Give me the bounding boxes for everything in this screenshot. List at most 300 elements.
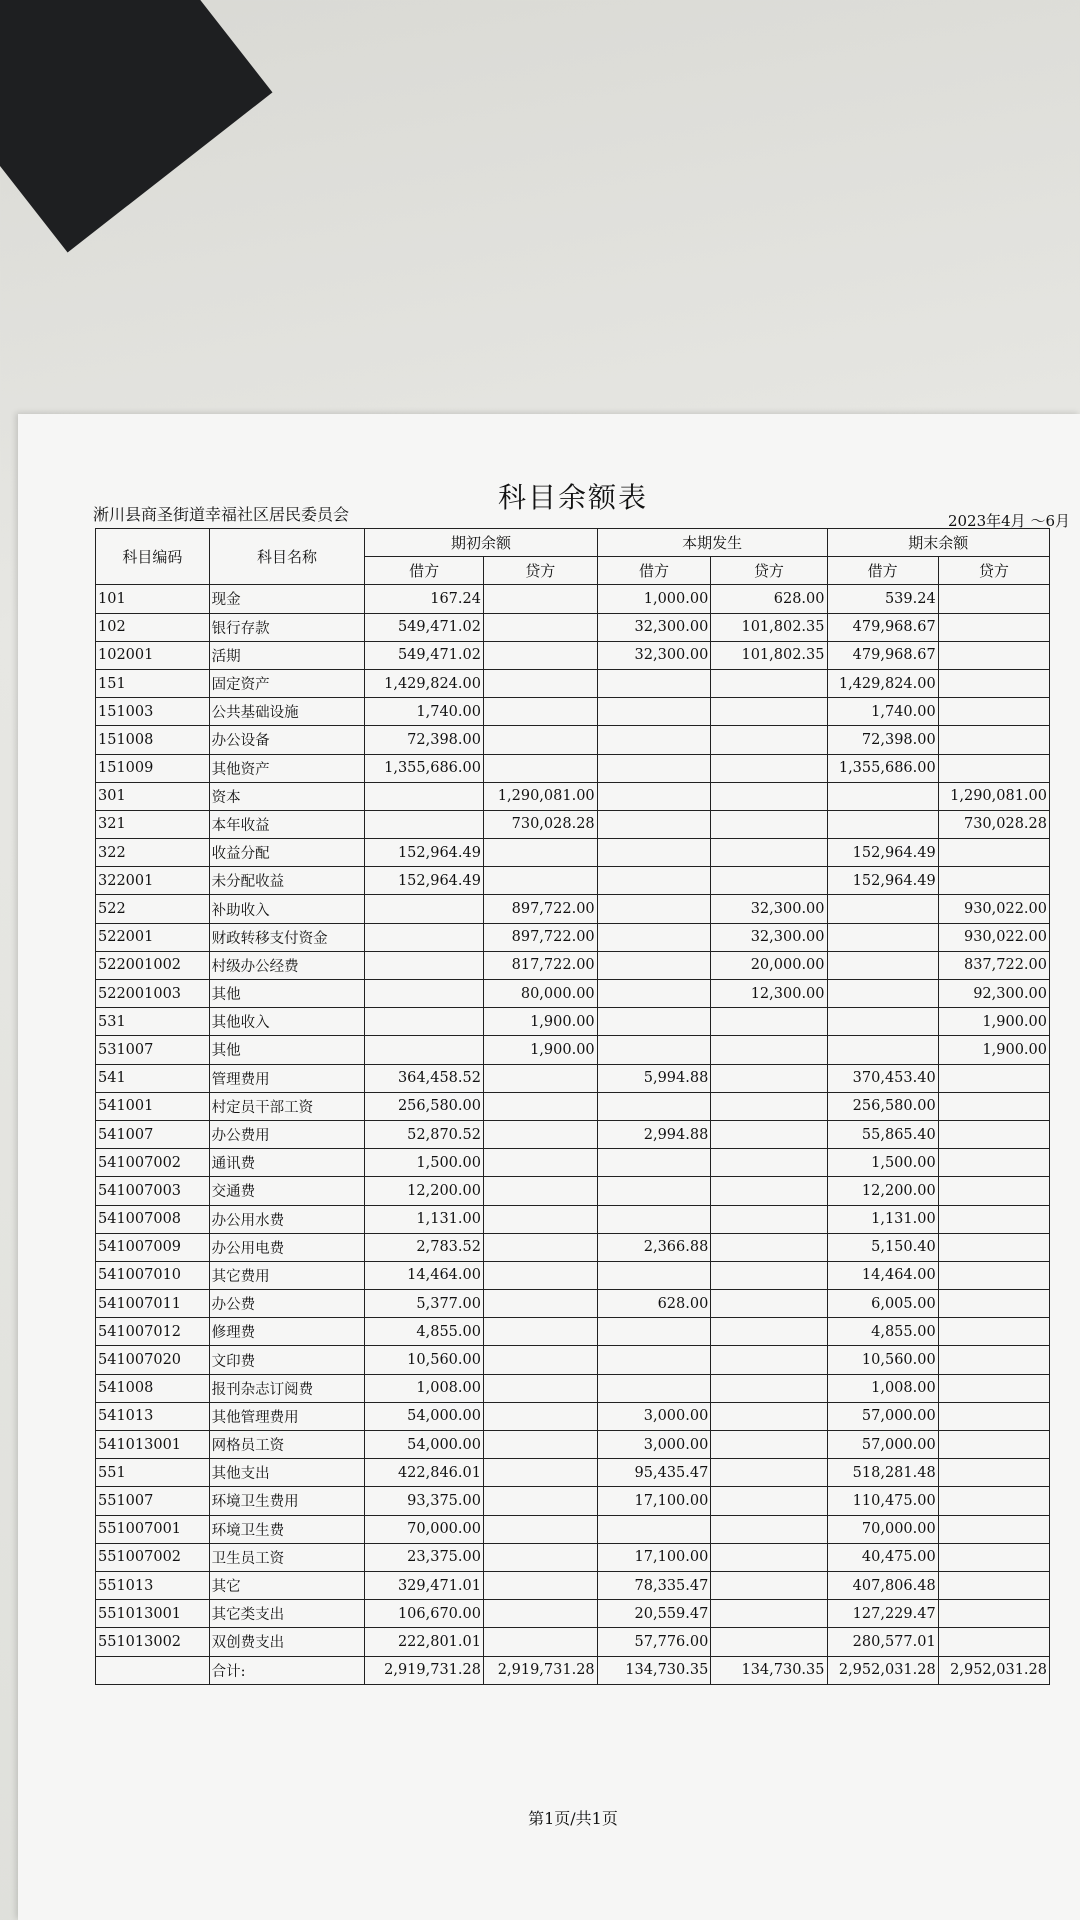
table-row bbox=[96, 923, 1050, 951]
account-code: 541007020 bbox=[96, 1346, 210, 1374]
opening-debit: 152,964.49 bbox=[365, 839, 484, 867]
closing-credit bbox=[938, 669, 1049, 697]
opening-credit bbox=[483, 1628, 597, 1656]
account-code: 301 bbox=[96, 782, 210, 810]
opening-credit: 80,000.00 bbox=[483, 980, 597, 1008]
total-code-cell bbox=[96, 1656, 210, 1684]
current-credit bbox=[711, 867, 827, 895]
account-code: 101 bbox=[96, 585, 210, 613]
opening-credit bbox=[483, 698, 597, 726]
total-row bbox=[96, 1656, 1050, 1684]
total-opening-credit: 2,919,731.28 bbox=[483, 1656, 597, 1684]
account-code: 522001002 bbox=[96, 951, 210, 979]
account-name: 网格员工资 bbox=[209, 1431, 365, 1459]
opening-credit bbox=[483, 1120, 597, 1148]
account-code: 531007 bbox=[96, 1036, 210, 1064]
closing-credit bbox=[938, 1459, 1049, 1487]
current-credit bbox=[711, 1064, 827, 1092]
account-name: 固定资产 bbox=[209, 669, 365, 697]
opening-debit: 222,801.01 bbox=[365, 1628, 484, 1656]
current-credit bbox=[711, 1628, 827, 1656]
closing-credit bbox=[938, 754, 1049, 782]
opening-debit: 1,355,686.00 bbox=[365, 754, 484, 782]
current-debit bbox=[597, 895, 711, 923]
opening-debit: 1,500.00 bbox=[365, 1149, 484, 1177]
table-row bbox=[96, 1374, 1050, 1402]
closing-debit: 12,200.00 bbox=[827, 1177, 938, 1205]
closing-debit: 6,005.00 bbox=[827, 1290, 938, 1318]
closing-credit bbox=[938, 1374, 1049, 1402]
opening-credit bbox=[483, 754, 597, 782]
closing-credit bbox=[938, 867, 1049, 895]
document-title: 科目余额表 bbox=[497, 481, 648, 514]
current-credit bbox=[711, 1571, 827, 1599]
current-debit: 2,366.88 bbox=[597, 1233, 711, 1261]
opening-debit: 93,375.00 bbox=[365, 1487, 484, 1515]
current-debit: 78,335.47 bbox=[597, 1571, 711, 1599]
current-debit: 32,300.00 bbox=[597, 641, 711, 669]
opening-debit: 329,471.01 bbox=[365, 1571, 484, 1599]
table-row bbox=[96, 1205, 1050, 1233]
closing-credit bbox=[938, 1261, 1049, 1289]
current-debit: 20,559.47 bbox=[597, 1600, 711, 1628]
closing-debit: 479,968.67 bbox=[827, 613, 938, 641]
current-debit bbox=[597, 867, 711, 895]
current-credit bbox=[711, 839, 827, 867]
closing-credit bbox=[938, 1120, 1049, 1148]
closing-debit: 57,000.00 bbox=[827, 1402, 938, 1430]
closing-debit bbox=[827, 1036, 938, 1064]
header-row-1 bbox=[96, 529, 1050, 557]
opening-debit: 72,398.00 bbox=[365, 726, 484, 754]
current-debit: 17,100.00 bbox=[597, 1487, 711, 1515]
closing-debit: 127,229.47 bbox=[827, 1600, 938, 1628]
header-opening-credit: 贷方 bbox=[483, 557, 597, 585]
opening-credit bbox=[483, 1064, 597, 1092]
closing-credit: 930,022.00 bbox=[938, 895, 1049, 923]
current-credit bbox=[711, 1120, 827, 1148]
table-row bbox=[96, 1459, 1050, 1487]
opening-debit: 549,471.02 bbox=[365, 641, 484, 669]
current-debit bbox=[597, 1346, 711, 1374]
closing-debit bbox=[827, 980, 938, 1008]
table-row bbox=[96, 1600, 1050, 1628]
opening-credit: 1,900.00 bbox=[483, 1036, 597, 1064]
account-name: 其他支出 bbox=[209, 1459, 365, 1487]
account-code: 541007008 bbox=[96, 1205, 210, 1233]
account-name: 收益分配 bbox=[209, 839, 365, 867]
current-debit bbox=[597, 923, 711, 951]
account-code: 321 bbox=[96, 810, 210, 838]
table-row bbox=[96, 1628, 1050, 1656]
opening-credit bbox=[483, 669, 597, 697]
table-row bbox=[96, 1008, 1050, 1036]
closing-credit bbox=[938, 1431, 1049, 1459]
total-opening-debit: 2,919,731.28 bbox=[365, 1656, 484, 1684]
account-name: 修理费 bbox=[209, 1318, 365, 1346]
account-name: 现金 bbox=[209, 585, 365, 613]
closing-credit: 930,022.00 bbox=[938, 923, 1049, 951]
closing-debit bbox=[827, 782, 938, 810]
current-credit bbox=[711, 1346, 827, 1374]
closing-credit bbox=[938, 1515, 1049, 1543]
account-code: 541007003 bbox=[96, 1177, 210, 1205]
opening-debit: 70,000.00 bbox=[365, 1515, 484, 1543]
opening-credit bbox=[483, 1571, 597, 1599]
opening-debit: 1,429,824.00 bbox=[365, 669, 484, 697]
closing-debit: 70,000.00 bbox=[827, 1515, 938, 1543]
account-name: 本年收益 bbox=[209, 810, 365, 838]
account-code: 541007002 bbox=[96, 1149, 210, 1177]
account-code: 551013001 bbox=[96, 1600, 210, 1628]
account-name: 环境卫生费用 bbox=[209, 1487, 365, 1515]
account-name: 活期 bbox=[209, 641, 365, 669]
table-row bbox=[96, 641, 1050, 669]
current-debit bbox=[597, 1318, 711, 1346]
table-row bbox=[96, 1431, 1050, 1459]
closing-credit bbox=[938, 585, 1049, 613]
opening-debit: 256,580.00 bbox=[365, 1092, 484, 1120]
opening-debit: 106,670.00 bbox=[365, 1600, 484, 1628]
closing-debit: 40,475.00 bbox=[827, 1543, 938, 1571]
closing-credit: 92,300.00 bbox=[938, 980, 1049, 1008]
opening-credit: 730,028.28 bbox=[483, 810, 597, 838]
account-code: 551007 bbox=[96, 1487, 210, 1515]
opening-credit bbox=[483, 613, 597, 641]
closing-credit bbox=[938, 1233, 1049, 1261]
table-row bbox=[96, 810, 1050, 838]
header-current: 本期发生 bbox=[597, 529, 827, 557]
account-name: 办公费用 bbox=[209, 1120, 365, 1148]
table-row bbox=[96, 980, 1050, 1008]
opening-debit: 10,560.00 bbox=[365, 1346, 484, 1374]
table-row bbox=[96, 613, 1050, 641]
closing-credit bbox=[938, 613, 1049, 641]
table-row bbox=[96, 726, 1050, 754]
account-name: 管理费用 bbox=[209, 1064, 365, 1092]
current-debit bbox=[597, 1261, 711, 1289]
page-number: 第1页/共1页 bbox=[528, 1809, 618, 1828]
closing-debit: 1,131.00 bbox=[827, 1205, 938, 1233]
table-row bbox=[96, 895, 1050, 923]
opening-credit bbox=[483, 839, 597, 867]
account-name: 村定员干部工资 bbox=[209, 1092, 365, 1120]
opening-credit bbox=[483, 1318, 597, 1346]
table-row bbox=[96, 1346, 1050, 1374]
table-row bbox=[96, 951, 1050, 979]
account-code: 551 bbox=[96, 1459, 210, 1487]
table-row bbox=[96, 1177, 1050, 1205]
current-debit bbox=[597, 810, 711, 838]
account-code: 102 bbox=[96, 613, 210, 641]
current-credit: 20,000.00 bbox=[711, 951, 827, 979]
total-closing-debit: 2,952,031.28 bbox=[827, 1656, 938, 1684]
current-debit bbox=[597, 1205, 711, 1233]
closing-credit bbox=[938, 839, 1049, 867]
closing-debit: 370,453.40 bbox=[827, 1064, 938, 1092]
account-name: 银行存款 bbox=[209, 613, 365, 641]
closing-debit: 152,964.49 bbox=[827, 839, 938, 867]
table-row bbox=[96, 585, 1050, 613]
current-credit: 101,802.35 bbox=[711, 641, 827, 669]
closing-debit: 110,475.00 bbox=[827, 1487, 938, 1515]
closing-debit: 518,281.48 bbox=[827, 1459, 938, 1487]
table-row bbox=[96, 1092, 1050, 1120]
current-debit: 2,994.88 bbox=[597, 1120, 711, 1148]
closing-credit bbox=[938, 1487, 1049, 1515]
account-code: 322001 bbox=[96, 867, 210, 895]
closing-debit: 407,806.48 bbox=[827, 1571, 938, 1599]
account-name: 办公费 bbox=[209, 1290, 365, 1318]
table-row bbox=[96, 1149, 1050, 1177]
opening-debit: 1,008.00 bbox=[365, 1374, 484, 1402]
account-code: 151 bbox=[96, 669, 210, 697]
account-name: 其它 bbox=[209, 1571, 365, 1599]
table-row bbox=[96, 1290, 1050, 1318]
current-debit: 57,776.00 bbox=[597, 1628, 711, 1656]
table-row bbox=[96, 669, 1050, 697]
opening-debit: 1,740.00 bbox=[365, 698, 484, 726]
table-row bbox=[96, 1515, 1050, 1543]
current-credit bbox=[711, 1261, 827, 1289]
closing-debit: 1,429,824.00 bbox=[827, 669, 938, 697]
current-credit: 101,802.35 bbox=[711, 613, 827, 641]
total-closing-credit: 2,952,031.28 bbox=[938, 1656, 1049, 1684]
current-credit bbox=[711, 1177, 827, 1205]
closing-credit: 730,028.28 bbox=[938, 810, 1049, 838]
closing-credit: 837,722.00 bbox=[938, 951, 1049, 979]
current-debit bbox=[597, 839, 711, 867]
table-row bbox=[96, 1261, 1050, 1289]
current-debit bbox=[597, 1177, 711, 1205]
current-credit bbox=[711, 669, 827, 697]
report-period: 2023年4月 ～6月 bbox=[947, 512, 1070, 530]
opening-debit: 4,855.00 bbox=[365, 1318, 484, 1346]
table-row bbox=[96, 1036, 1050, 1064]
opening-debit bbox=[365, 980, 484, 1008]
header-opening: 期初余额 bbox=[365, 529, 597, 557]
current-debit bbox=[597, 1515, 711, 1543]
account-name: 文印费 bbox=[209, 1346, 365, 1374]
closing-credit bbox=[938, 698, 1049, 726]
opening-credit: 1,900.00 bbox=[483, 1008, 597, 1036]
closing-debit bbox=[827, 895, 938, 923]
current-credit bbox=[711, 1515, 827, 1543]
closing-credit bbox=[938, 1628, 1049, 1656]
account-name: 其它费用 bbox=[209, 1261, 365, 1289]
header-closing-credit: 贷方 bbox=[938, 557, 1049, 585]
opening-credit bbox=[483, 1233, 597, 1261]
account-code: 541007010 bbox=[96, 1261, 210, 1289]
account-name: 环境卫生费 bbox=[209, 1515, 365, 1543]
current-debit bbox=[597, 726, 711, 754]
closing-credit bbox=[938, 1290, 1049, 1318]
opening-credit bbox=[483, 1543, 597, 1571]
table-row bbox=[96, 1402, 1050, 1430]
current-credit bbox=[711, 1600, 827, 1628]
table-row bbox=[96, 1543, 1050, 1571]
opening-debit bbox=[365, 923, 484, 951]
current-debit: 95,435.47 bbox=[597, 1459, 711, 1487]
opening-debit: 54,000.00 bbox=[365, 1431, 484, 1459]
closing-debit: 57,000.00 bbox=[827, 1431, 938, 1459]
current-credit bbox=[711, 1374, 827, 1402]
table-row bbox=[96, 1064, 1050, 1092]
closing-debit: 256,580.00 bbox=[827, 1092, 938, 1120]
table-row bbox=[96, 754, 1050, 782]
current-debit bbox=[597, 754, 711, 782]
account-code: 541013 bbox=[96, 1402, 210, 1430]
closing-debit: 5,150.40 bbox=[827, 1233, 938, 1261]
closing-debit: 14,464.00 bbox=[827, 1261, 938, 1289]
current-debit: 17,100.00 bbox=[597, 1543, 711, 1571]
current-credit: 32,300.00 bbox=[711, 895, 827, 923]
opening-debit bbox=[365, 951, 484, 979]
current-debit: 1,000.00 bbox=[597, 585, 711, 613]
account-name: 未分配收益 bbox=[209, 867, 365, 895]
account-name: 村级办公经费 bbox=[209, 951, 365, 979]
account-name: 办公设备 bbox=[209, 726, 365, 754]
header-closing-debit: 借方 bbox=[827, 557, 938, 585]
account-code: 522 bbox=[96, 895, 210, 923]
opening-debit: 1,131.00 bbox=[365, 1205, 484, 1233]
opening-debit: 52,870.52 bbox=[365, 1120, 484, 1148]
table-row bbox=[96, 867, 1050, 895]
closing-credit bbox=[938, 641, 1049, 669]
current-credit bbox=[711, 1205, 827, 1233]
closing-debit: 10,560.00 bbox=[827, 1346, 938, 1374]
table-row bbox=[96, 698, 1050, 726]
closing-credit bbox=[938, 1318, 1049, 1346]
account-name: 交通费 bbox=[209, 1177, 365, 1205]
organization-name: 淅川县商圣街道幸福社区居民委员会 bbox=[93, 505, 350, 524]
account-name: 其他管理费用 bbox=[209, 1402, 365, 1430]
account-code: 551007001 bbox=[96, 1515, 210, 1543]
closing-credit: 1,900.00 bbox=[938, 1036, 1049, 1064]
opening-credit bbox=[483, 1402, 597, 1430]
opening-credit bbox=[483, 726, 597, 754]
closing-credit bbox=[938, 1205, 1049, 1233]
closing-credit bbox=[938, 1092, 1049, 1120]
closing-credit: 1,900.00 bbox=[938, 1008, 1049, 1036]
opening-credit bbox=[483, 1092, 597, 1120]
table-row bbox=[96, 1233, 1050, 1261]
account-name: 财政转移支付资金 bbox=[209, 923, 365, 951]
account-code: 541008 bbox=[96, 1374, 210, 1402]
current-credit bbox=[711, 1431, 827, 1459]
opening-debit: 422,846.01 bbox=[365, 1459, 484, 1487]
account-code: 541013001 bbox=[96, 1431, 210, 1459]
opening-credit bbox=[483, 867, 597, 895]
opening-credit bbox=[483, 1205, 597, 1233]
current-debit bbox=[597, 669, 711, 697]
header-current-credit: 贷方 bbox=[711, 557, 827, 585]
account-balance-table bbox=[95, 528, 1050, 1685]
table-row bbox=[96, 782, 1050, 810]
closing-debit bbox=[827, 951, 938, 979]
current-credit bbox=[711, 810, 827, 838]
current-credit bbox=[711, 1459, 827, 1487]
opening-credit bbox=[483, 1177, 597, 1205]
total-current-credit: 134,730.35 bbox=[711, 1656, 827, 1684]
account-code: 541001 bbox=[96, 1092, 210, 1120]
current-debit bbox=[597, 951, 711, 979]
closing-debit: 1,355,686.00 bbox=[827, 754, 938, 782]
opening-credit bbox=[483, 1431, 597, 1459]
account-name: 办公用水费 bbox=[209, 1205, 365, 1233]
current-credit bbox=[711, 1543, 827, 1571]
account-name: 通讯费 bbox=[209, 1149, 365, 1177]
opening-debit bbox=[365, 1008, 484, 1036]
account-name: 其他 bbox=[209, 980, 365, 1008]
total-current-debit: 134,730.35 bbox=[597, 1656, 711, 1684]
account-code: 551013002 bbox=[96, 1628, 210, 1656]
account-code: 151008 bbox=[96, 726, 210, 754]
closing-debit: 4,855.00 bbox=[827, 1318, 938, 1346]
table-row bbox=[96, 1318, 1050, 1346]
opening-credit bbox=[483, 1290, 597, 1318]
current-debit: 5,994.88 bbox=[597, 1064, 711, 1092]
current-credit bbox=[711, 1487, 827, 1515]
account-code: 541 bbox=[96, 1064, 210, 1092]
closing-credit bbox=[938, 1149, 1049, 1177]
closing-credit bbox=[938, 1600, 1049, 1628]
current-debit bbox=[597, 1008, 711, 1036]
opening-credit bbox=[483, 1459, 597, 1487]
closing-credit bbox=[938, 1571, 1049, 1599]
account-code: 531 bbox=[96, 1008, 210, 1036]
account-name: 报刊杂志订阅费 bbox=[209, 1374, 365, 1402]
opening-credit bbox=[483, 641, 597, 669]
opening-debit: 364,458.52 bbox=[365, 1064, 484, 1092]
account-name: 其他 bbox=[209, 1036, 365, 1064]
closing-credit bbox=[938, 726, 1049, 754]
table-row bbox=[96, 1487, 1050, 1515]
closing-debit bbox=[827, 810, 938, 838]
opening-debit bbox=[365, 895, 484, 923]
current-debit bbox=[597, 1374, 711, 1402]
current-credit bbox=[711, 1036, 827, 1064]
closing-credit: 1,290,081.00 bbox=[938, 782, 1049, 810]
closing-credit bbox=[938, 1402, 1049, 1430]
account-code: 541007011 bbox=[96, 1290, 210, 1318]
opening-debit: 2,783.52 bbox=[365, 1233, 484, 1261]
opening-credit bbox=[483, 1487, 597, 1515]
closing-debit: 539.24 bbox=[827, 585, 938, 613]
current-credit bbox=[711, 1008, 827, 1036]
current-credit bbox=[711, 698, 827, 726]
closing-debit: 280,577.01 bbox=[827, 1628, 938, 1656]
account-code: 102001 bbox=[96, 641, 210, 669]
account-name: 其他收入 bbox=[209, 1008, 365, 1036]
current-debit: 3,000.00 bbox=[597, 1431, 711, 1459]
account-name: 双创费支出 bbox=[209, 1628, 365, 1656]
closing-debit: 72,398.00 bbox=[827, 726, 938, 754]
account-code: 151003 bbox=[96, 698, 210, 726]
closing-credit bbox=[938, 1346, 1049, 1374]
current-credit bbox=[711, 1402, 827, 1430]
opening-credit bbox=[483, 1261, 597, 1289]
opening-credit bbox=[483, 585, 597, 613]
total-label: 合计: bbox=[209, 1656, 365, 1684]
opening-debit: 152,964.49 bbox=[365, 867, 484, 895]
current-credit: 12,300.00 bbox=[711, 980, 827, 1008]
current-credit bbox=[711, 1233, 827, 1261]
opening-credit bbox=[483, 1374, 597, 1402]
opening-credit: 1,290,081.00 bbox=[483, 782, 597, 810]
current-debit bbox=[597, 980, 711, 1008]
closing-debit: 1,500.00 bbox=[827, 1149, 938, 1177]
